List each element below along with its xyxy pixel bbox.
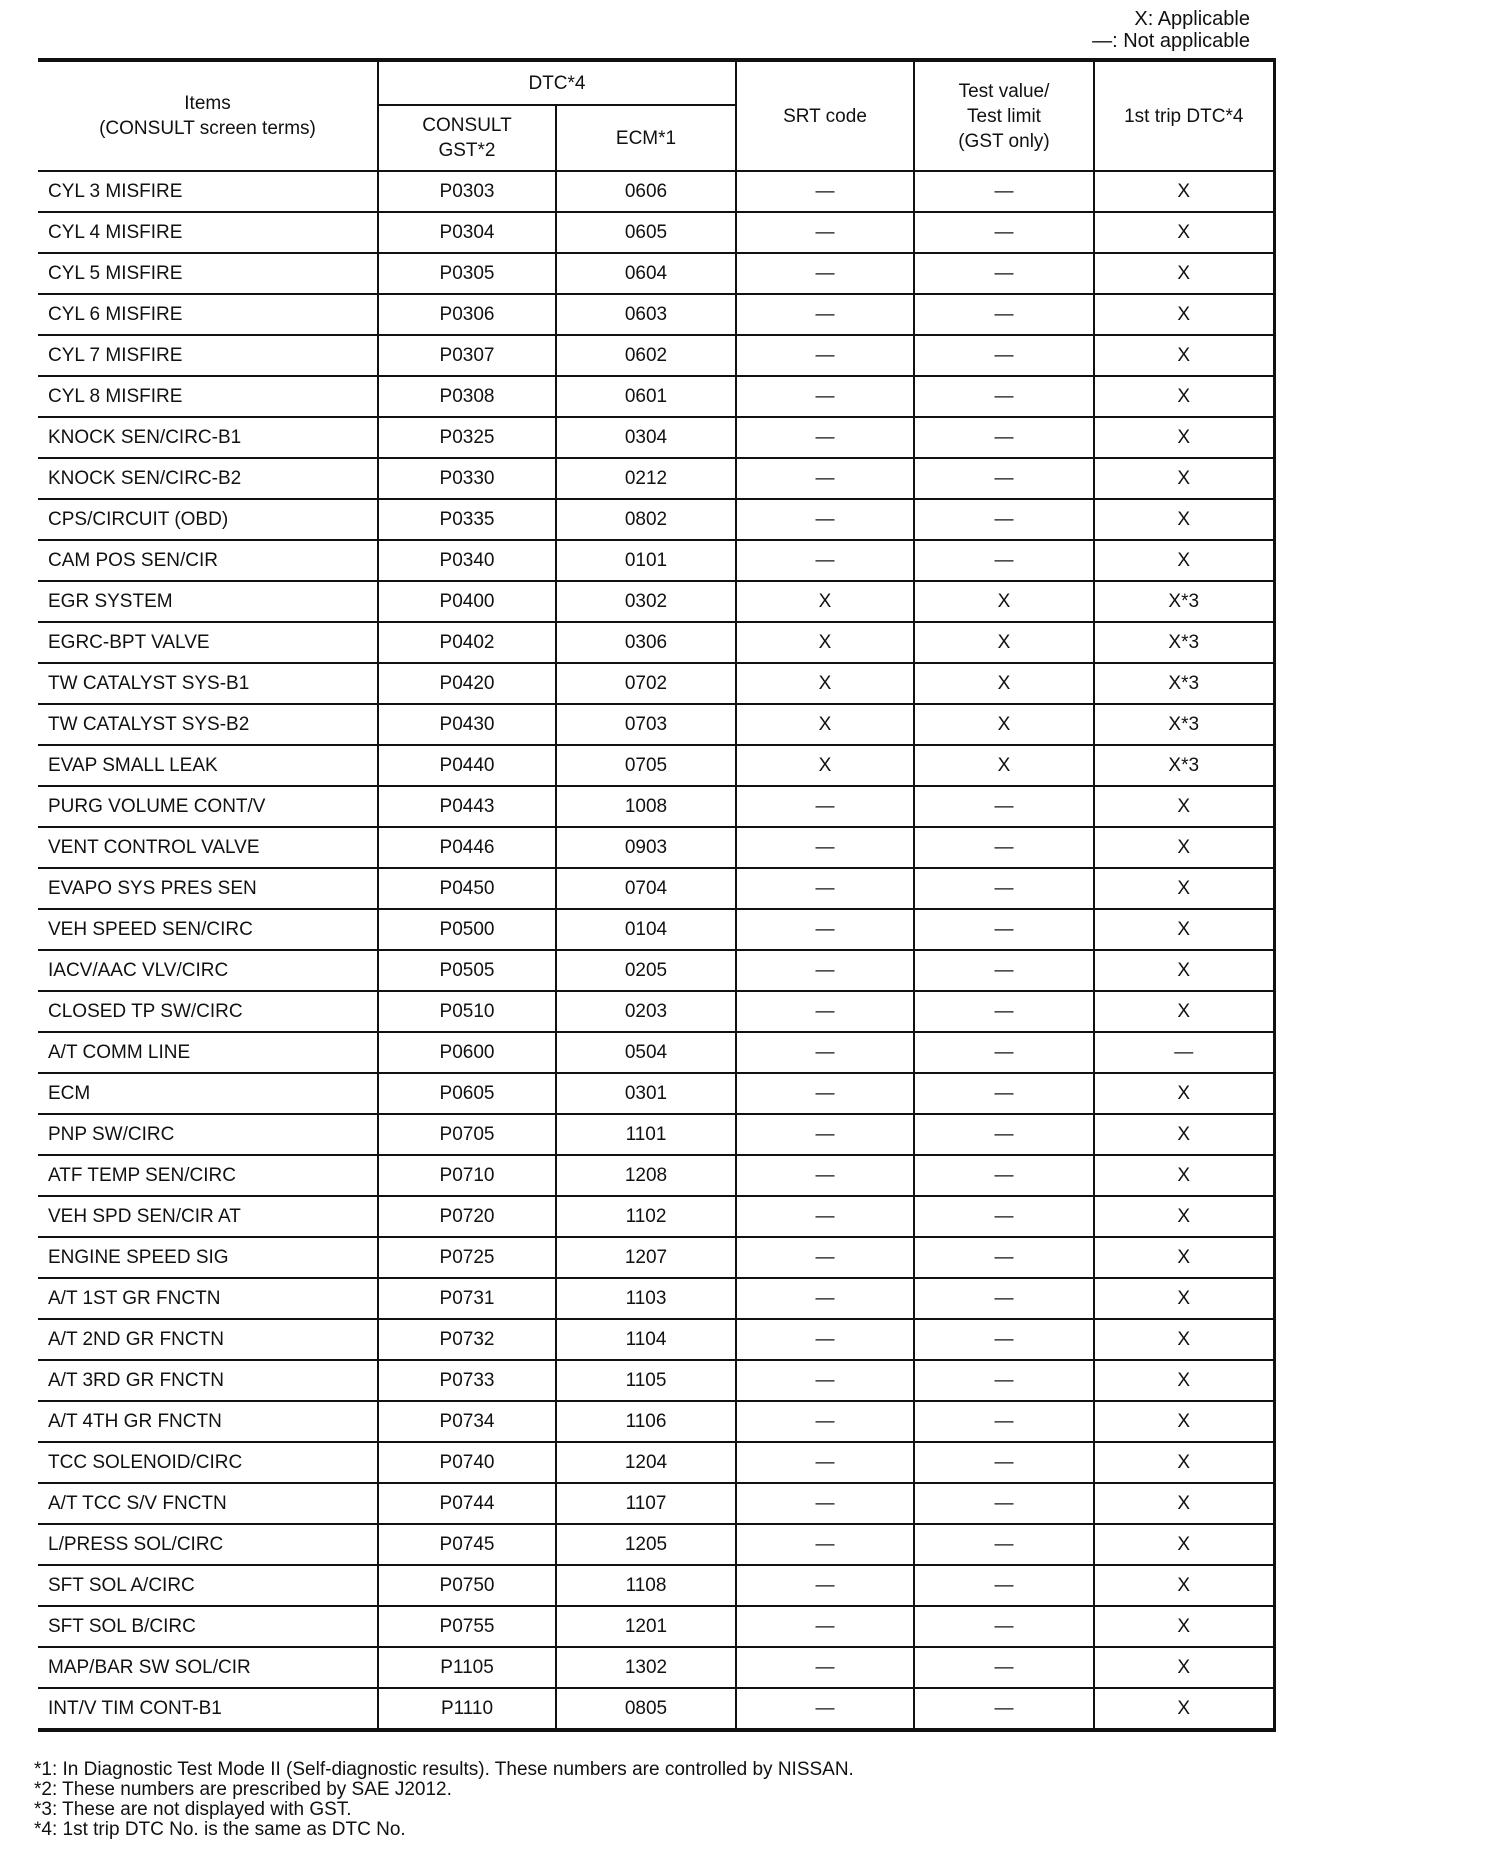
table-row: [38, 294, 1274, 335]
cell-ecm: 0703: [556, 704, 736, 745]
cell-item: CAM POS SEN/CIR: [38, 540, 378, 581]
cell-srt-code: —: [736, 950, 914, 991]
cell-test-value: —: [914, 868, 1094, 909]
table-row: [38, 376, 1274, 417]
cell-srt-code: X: [736, 581, 914, 622]
cell-test-value: —: [914, 1442, 1094, 1483]
cell-item: TCC SOLENOID/CIRC: [38, 1442, 378, 1483]
cell-consult-gst: P0734: [378, 1401, 556, 1442]
cell-srt-code: —: [736, 1073, 914, 1114]
cell-item: VENT CONTROL VALVE: [38, 827, 378, 868]
cell-item: SFT SOL A/CIRC: [38, 1565, 378, 1606]
cell-first-trip-dtc: X: [1094, 294, 1274, 335]
cell-item: EGR SYSTEM: [38, 581, 378, 622]
cell-test-value: —: [914, 1196, 1094, 1237]
footnote-4: *4: 1st trip DTC No. is the same as DTC No.: [34, 1819, 406, 1840]
table-row: [38, 1155, 1274, 1196]
cell-item: MAP/BAR SW SOL/CIR: [38, 1647, 378, 1688]
cell-consult-gst: P0420: [378, 663, 556, 704]
cell-srt-code: —: [736, 417, 914, 458]
cell-ecm: 0304: [556, 417, 736, 458]
cell-ecm: 1102: [556, 1196, 736, 1237]
cell-test-value: —: [914, 1278, 1094, 1319]
cell-ecm: 0203: [556, 991, 736, 1032]
cell-item: TW CATALYST SYS-B2: [38, 704, 378, 745]
cell-ecm: 1008: [556, 786, 736, 827]
cell-ecm: 0302: [556, 581, 736, 622]
cell-ecm: 0604: [556, 253, 736, 294]
cell-item: IACV/AAC VLV/CIRC: [38, 950, 378, 991]
cell-ecm: 0603: [556, 294, 736, 335]
cell-ecm: 0104: [556, 909, 736, 950]
cell-test-value: —: [914, 1647, 1094, 1688]
cell-test-value: —: [914, 1155, 1094, 1196]
cell-first-trip-dtc: X: [1094, 1606, 1274, 1647]
table-row: [38, 950, 1274, 991]
cell-test-value: X: [914, 581, 1094, 622]
cell-first-trip-dtc: X: [1094, 417, 1274, 458]
table-row: [38, 1606, 1274, 1647]
dtc-table: [38, 58, 1276, 1732]
cell-ecm: 0212: [556, 458, 736, 499]
cell-srt-code: —: [736, 1606, 914, 1647]
cell-srt-code: —: [736, 171, 914, 212]
cell-first-trip-dtc: X: [1094, 950, 1274, 991]
cell-ecm: 0101: [556, 540, 736, 581]
legend: [1000, 8, 1250, 52]
table-row: [38, 581, 1274, 622]
cell-consult-gst: P0430: [378, 704, 556, 745]
cell-item: CYL 3 MISFIRE: [38, 171, 378, 212]
cell-srt-code: —: [736, 499, 914, 540]
cell-item: A/T COMM LINE: [38, 1032, 378, 1073]
table-row: [38, 1073, 1274, 1114]
cell-srt-code: —: [736, 1688, 914, 1730]
cell-test-value: X: [914, 745, 1094, 786]
cell-consult-gst: P0720: [378, 1196, 556, 1237]
cell-ecm: 0601: [556, 376, 736, 417]
cell-consult-gst: P0740: [378, 1442, 556, 1483]
cell-consult-gst: P0755: [378, 1606, 556, 1647]
cell-consult-gst: P0307: [378, 335, 556, 376]
cell-srt-code: —: [736, 1155, 914, 1196]
cell-ecm: 1106: [556, 1401, 736, 1442]
header-srt-code: SRT code: [736, 60, 914, 171]
cell-consult-gst: P0725: [378, 1237, 556, 1278]
header-items: Items (CONSULT screen terms): [38, 60, 378, 171]
table-row: [38, 1647, 1274, 1688]
cell-item: VEH SPD SEN/CIR AT: [38, 1196, 378, 1237]
cell-srt-code: —: [736, 1032, 914, 1073]
cell-consult-gst: P0440: [378, 745, 556, 786]
table-row: [38, 1688, 1274, 1730]
cell-srt-code: X: [736, 622, 914, 663]
cell-first-trip-dtc: X: [1094, 1196, 1274, 1237]
cell-ecm: 0903: [556, 827, 736, 868]
cell-ecm: 1105: [556, 1360, 736, 1401]
cell-first-trip-dtc: X: [1094, 171, 1274, 212]
cell-ecm: 0504: [556, 1032, 736, 1073]
table-body: [38, 171, 1274, 1730]
footnote-3: *3: These are not displayed with GST.: [34, 1799, 352, 1820]
cell-ecm: 1207: [556, 1237, 736, 1278]
table-row: [38, 499, 1274, 540]
cell-consult-gst: P0335: [378, 499, 556, 540]
cell-ecm: 1104: [556, 1319, 736, 1360]
cell-consult-gst: P0330: [378, 458, 556, 499]
cell-consult-gst: P0745: [378, 1524, 556, 1565]
cell-test-value: —: [914, 1565, 1094, 1606]
cell-item: TW CATALYST SYS-B1: [38, 663, 378, 704]
cell-srt-code: —: [736, 1647, 914, 1688]
cell-item: A/T 4TH GR FNCTN: [38, 1401, 378, 1442]
cell-consult-gst: P0500: [378, 909, 556, 950]
cell-test-value: —: [914, 540, 1094, 581]
cell-consult-gst: P0303: [378, 171, 556, 212]
table-row: [38, 827, 1274, 868]
cell-test-value: —: [914, 950, 1094, 991]
cell-first-trip-dtc: X: [1094, 909, 1274, 950]
cell-first-trip-dtc: X*3: [1094, 704, 1274, 745]
cell-ecm: 0301: [556, 1073, 736, 1114]
cell-consult-gst: P0733: [378, 1360, 556, 1401]
cell-ecm: 0306: [556, 622, 736, 663]
cell-srt-code: —: [736, 1114, 914, 1155]
cell-ecm: 1302: [556, 1647, 736, 1688]
table-row: [38, 417, 1274, 458]
cell-ecm: 1101: [556, 1114, 736, 1155]
cell-consult-gst: P0731: [378, 1278, 556, 1319]
cell-item: ENGINE SPEED SIG: [38, 1237, 378, 1278]
cell-first-trip-dtc: X: [1094, 1401, 1274, 1442]
cell-test-value: —: [914, 1688, 1094, 1730]
cell-srt-code: X: [736, 663, 914, 704]
cell-srt-code: —: [736, 827, 914, 868]
table-row: [38, 868, 1274, 909]
cell-consult-gst: P0600: [378, 1032, 556, 1073]
table-row: [38, 171, 1274, 212]
cell-item: A/T TCC S/V FNCTN: [38, 1483, 378, 1524]
cell-srt-code: —: [736, 909, 914, 950]
cell-consult-gst: P0744: [378, 1483, 556, 1524]
cell-item: CLOSED TP SW/CIRC: [38, 991, 378, 1032]
cell-item: EVAPO SYS PRES SEN: [38, 868, 378, 909]
cell-first-trip-dtc: X: [1094, 253, 1274, 294]
cell-first-trip-dtc: X: [1094, 540, 1274, 581]
cell-item: CYL 7 MISFIRE: [38, 335, 378, 376]
cell-consult-gst: P0505: [378, 950, 556, 991]
cell-consult-gst: P0446: [378, 827, 556, 868]
cell-consult-gst: P0402: [378, 622, 556, 663]
cell-srt-code: —: [736, 991, 914, 1032]
cell-srt-code: —: [736, 335, 914, 376]
cell-item: L/PRESS SOL/CIRC: [38, 1524, 378, 1565]
header-test-value: Test value/ Test limit (GST only): [914, 60, 1094, 171]
cell-ecm: 0704: [556, 868, 736, 909]
cell-consult-gst: P0306: [378, 294, 556, 335]
cell-consult-gst: P0305: [378, 253, 556, 294]
cell-test-value: —: [914, 253, 1094, 294]
table-row: [38, 663, 1274, 704]
cell-test-value: —: [914, 1032, 1094, 1073]
cell-consult-gst: P1105: [378, 1647, 556, 1688]
cell-first-trip-dtc: X: [1094, 1688, 1274, 1730]
cell-item: CYL 4 MISFIRE: [38, 212, 378, 253]
table-row: [38, 1278, 1274, 1319]
table-row: [38, 704, 1274, 745]
table-row: [38, 1032, 1274, 1073]
table-row: [38, 212, 1274, 253]
cell-ecm: 0602: [556, 335, 736, 376]
cell-consult-gst: P0710: [378, 1155, 556, 1196]
footnote-2: *2: These numbers are prescribed by SAE J2012.: [34, 1779, 452, 1800]
cell-test-value: —: [914, 171, 1094, 212]
header-first-trip-dtc: 1st trip DTC*4: [1094, 60, 1274, 171]
table-row: [38, 622, 1274, 663]
cell-ecm: 1208: [556, 1155, 736, 1196]
cell-test-value: —: [914, 1401, 1094, 1442]
footnotes: [34, 1760, 854, 1840]
cell-srt-code: —: [736, 1565, 914, 1606]
cell-srt-code: —: [736, 540, 914, 581]
cell-first-trip-dtc: X*3: [1094, 622, 1274, 663]
cell-srt-code: —: [736, 1319, 914, 1360]
table-row: [38, 786, 1274, 827]
cell-test-value: —: [914, 417, 1094, 458]
table-row: [38, 1442, 1274, 1483]
cell-first-trip-dtc: X: [1094, 376, 1274, 417]
table-row: [38, 540, 1274, 581]
cell-first-trip-dtc: X: [1094, 1155, 1274, 1196]
table-row: [38, 1196, 1274, 1237]
cell-first-trip-dtc: X: [1094, 499, 1274, 540]
cell-first-trip-dtc: X*3: [1094, 663, 1274, 704]
header-consult-gst: CONSULT GST*2: [378, 105, 556, 171]
cell-consult-gst: P0450: [378, 868, 556, 909]
cell-srt-code: —: [736, 458, 914, 499]
cell-consult-gst: P0308: [378, 376, 556, 417]
footnote-1: *1: In Diagnostic Test Mode II (Self-diagnostic results). These numbers are controlled by NISSAN.: [34, 1759, 854, 1780]
cell-first-trip-dtc: X: [1094, 1483, 1274, 1524]
cell-test-value: X: [914, 704, 1094, 745]
cell-srt-code: —: [736, 1401, 914, 1442]
cell-srt-code: —: [736, 376, 914, 417]
cell-item: ECM: [38, 1073, 378, 1114]
cell-srt-code: —: [736, 1278, 914, 1319]
cell-test-value: —: [914, 1319, 1094, 1360]
cell-first-trip-dtc: X: [1094, 458, 1274, 499]
cell-srt-code: —: [736, 1360, 914, 1401]
table-row: [38, 335, 1274, 376]
cell-test-value: —: [914, 294, 1094, 335]
table-row: [38, 1114, 1274, 1155]
cell-consult-gst: P0340: [378, 540, 556, 581]
cell-item: A/T 1ST GR FNCTN: [38, 1278, 378, 1319]
cell-test-value: —: [914, 1237, 1094, 1278]
cell-first-trip-dtc: X: [1094, 1237, 1274, 1278]
cell-test-value: —: [914, 458, 1094, 499]
cell-first-trip-dtc: X: [1094, 1114, 1274, 1155]
cell-consult-gst: P0605: [378, 1073, 556, 1114]
cell-test-value: X: [914, 622, 1094, 663]
cell-first-trip-dtc: X: [1094, 827, 1274, 868]
cell-first-trip-dtc: X: [1094, 1647, 1274, 1688]
cell-ecm: 1103: [556, 1278, 736, 1319]
cell-consult-gst: P0400: [378, 581, 556, 622]
cell-first-trip-dtc: X: [1094, 1565, 1274, 1606]
cell-first-trip-dtc: X: [1094, 1319, 1274, 1360]
cell-srt-code: —: [736, 1442, 914, 1483]
cell-first-trip-dtc: X: [1094, 1360, 1274, 1401]
cell-consult-gst: P0510: [378, 991, 556, 1032]
cell-test-value: —: [914, 335, 1094, 376]
cell-item: KNOCK SEN/CIRC-B2: [38, 458, 378, 499]
cell-item: PNP SW/CIRC: [38, 1114, 378, 1155]
cell-first-trip-dtc: X*3: [1094, 581, 1274, 622]
cell-item: CYL 8 MISFIRE: [38, 376, 378, 417]
cell-srt-code: —: [736, 212, 914, 253]
cell-item: A/T 2ND GR FNCTN: [38, 1319, 378, 1360]
legend-applicable: X: Applicable: [1134, 8, 1250, 30]
cell-ecm: 0606: [556, 171, 736, 212]
cell-test-value: X: [914, 663, 1094, 704]
cell-ecm: 1108: [556, 1565, 736, 1606]
cell-test-value: —: [914, 991, 1094, 1032]
cell-item: EVAP SMALL LEAK: [38, 745, 378, 786]
cell-test-value: —: [914, 827, 1094, 868]
cell-first-trip-dtc: X: [1094, 1278, 1274, 1319]
cell-first-trip-dtc: X: [1094, 335, 1274, 376]
cell-item: CPS/CIRCUIT (OBD): [38, 499, 378, 540]
cell-ecm: 0605: [556, 212, 736, 253]
cell-item: PURG VOLUME CONT/V: [38, 786, 378, 827]
cell-srt-code: —: [736, 1196, 914, 1237]
legend-not-applicable: —: Not applicable: [1092, 30, 1250, 52]
table-row: [38, 1401, 1274, 1442]
cell-ecm: 1201: [556, 1606, 736, 1647]
cell-srt-code: —: [736, 868, 914, 909]
cell-test-value: —: [914, 499, 1094, 540]
cell-srt-code: X: [736, 704, 914, 745]
cell-item: ATF TEMP SEN/CIRC: [38, 1155, 378, 1196]
cell-item: CYL 5 MISFIRE: [38, 253, 378, 294]
cell-first-trip-dtc: X: [1094, 1442, 1274, 1483]
cell-ecm: 0802: [556, 499, 736, 540]
cell-test-value: —: [914, 909, 1094, 950]
cell-test-value: —: [914, 1524, 1094, 1565]
table-row: [38, 745, 1274, 786]
cell-srt-code: —: [736, 786, 914, 827]
cell-item: VEH SPEED SEN/CIRC: [38, 909, 378, 950]
cell-first-trip-dtc: X: [1094, 1073, 1274, 1114]
cell-first-trip-dtc: X: [1094, 868, 1274, 909]
cell-ecm: 0705: [556, 745, 736, 786]
cell-consult-gst: P0705: [378, 1114, 556, 1155]
cell-item: INT/V TIM CONT-B1: [38, 1688, 378, 1730]
table-row: [38, 1319, 1274, 1360]
cell-srt-code: —: [736, 253, 914, 294]
cell-srt-code: —: [736, 294, 914, 335]
table-row: [38, 1237, 1274, 1278]
table-row: [38, 909, 1274, 950]
table-row: [38, 1360, 1274, 1401]
table-row: [38, 991, 1274, 1032]
cell-srt-code: —: [736, 1483, 914, 1524]
cell-consult-gst: P1110: [378, 1688, 556, 1730]
cell-consult-gst: P0443: [378, 786, 556, 827]
cell-consult-gst: P0732: [378, 1319, 556, 1360]
header-dtc: DTC*4: [378, 60, 736, 105]
cell-test-value: —: [914, 1360, 1094, 1401]
cell-test-value: —: [914, 376, 1094, 417]
cell-first-trip-dtc: X: [1094, 991, 1274, 1032]
cell-test-value: —: [914, 1073, 1094, 1114]
cell-test-value: —: [914, 1114, 1094, 1155]
cell-ecm: 0205: [556, 950, 736, 991]
cell-first-trip-dtc: X*3: [1094, 745, 1274, 786]
cell-item: CYL 6 MISFIRE: [38, 294, 378, 335]
cell-ecm: 0805: [556, 1688, 736, 1730]
cell-first-trip-dtc: X: [1094, 786, 1274, 827]
cell-ecm: 1107: [556, 1483, 736, 1524]
table-row: [38, 1565, 1274, 1606]
cell-item: A/T 3RD GR FNCTN: [38, 1360, 378, 1401]
cell-ecm: 1204: [556, 1442, 736, 1483]
cell-item: SFT SOL B/CIRC: [38, 1606, 378, 1647]
cell-consult-gst: P0750: [378, 1565, 556, 1606]
cell-test-value: —: [914, 1483, 1094, 1524]
cell-test-value: —: [914, 786, 1094, 827]
table-row: [38, 253, 1274, 294]
cell-item: EGRC-BPT VALVE: [38, 622, 378, 663]
cell-first-trip-dtc: X: [1094, 1524, 1274, 1565]
cell-test-value: —: [914, 212, 1094, 253]
cell-first-trip-dtc: —: [1094, 1032, 1274, 1073]
cell-ecm: 0702: [556, 663, 736, 704]
table-row: [38, 458, 1274, 499]
cell-consult-gst: P0304: [378, 212, 556, 253]
table-row: [38, 1483, 1274, 1524]
cell-srt-code: —: [736, 1237, 914, 1278]
header-ecm: ECM*1: [556, 105, 736, 171]
cell-ecm: 1205: [556, 1524, 736, 1565]
cell-item: KNOCK SEN/CIRC-B1: [38, 417, 378, 458]
cell-consult-gst: P0325: [378, 417, 556, 458]
cell-first-trip-dtc: X: [1094, 212, 1274, 253]
cell-test-value: —: [914, 1606, 1094, 1647]
cell-srt-code: X: [736, 745, 914, 786]
table-row: [38, 1524, 1274, 1565]
cell-srt-code: —: [736, 1524, 914, 1565]
